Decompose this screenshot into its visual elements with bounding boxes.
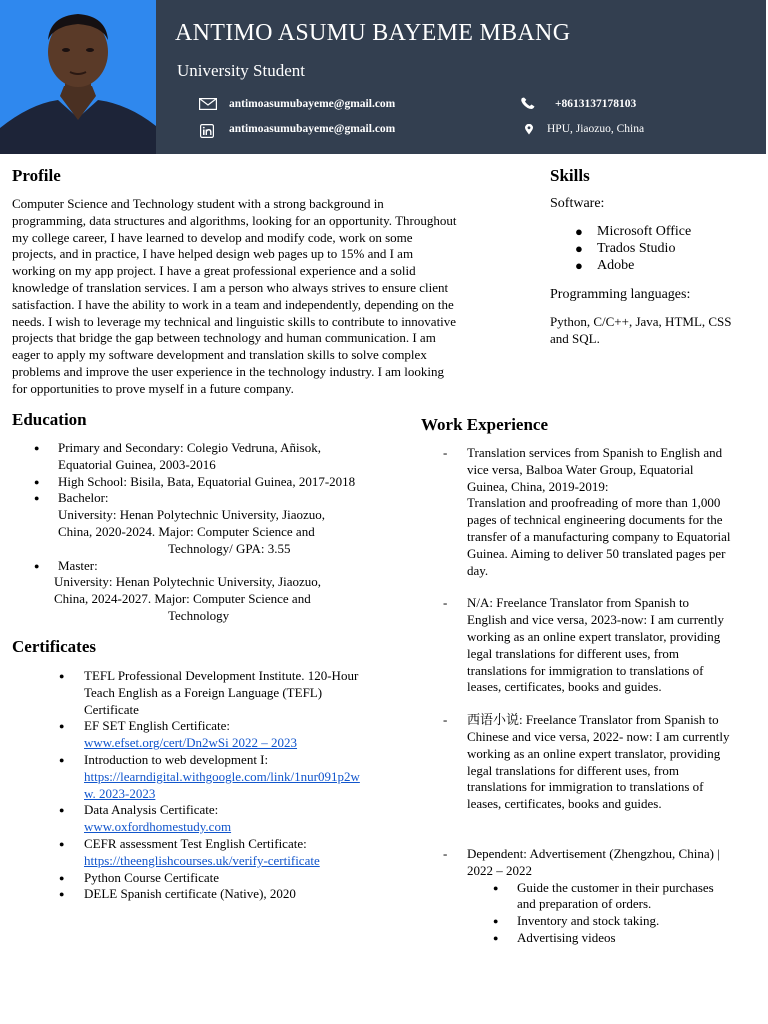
oxford-link[interactable]: www.oxfordhomestudy.com [84,819,232,835]
phone-number: +8613137178103 [555,98,637,110]
work-heading: Work Experience [421,415,549,434]
work-item: - Dependent: Advertisement (Zhengzhou, China) | 2022 – 2022 ● Guide the customer in their purchases and preparation of orders. ● Inventory and stock taking. ● Advertising videos [467,846,763,947]
software-list [575,224,692,274]
programming-label: Programming languages: [550,287,691,302]
location-pin-icon [525,124,533,135]
list-item: ● Master: University: Henan Polytechnic University, Jiaozuo, China, 2024-2027. Major: Computer Science and Technology [34,557,322,623]
efset-link[interactable]: www.efset.org/cert/Dn2wSi 2022 – 2023 [84,735,298,751]
profile-text: Computer Science and Technology student with a strong background in programming, data structures and algorithms, looking for an opportunity. Throughout my college career, I have learned to develop and modify code, work on some projects, and in practice, I have helped design web pages up to 15% and I am working on my app project. I have a great professional experience and a solid knowledge of translation services. I am a person who always strives to ensure client satisfaction. I have the ability to work in a team and independently, depending on the needs. I wish to leverage my technical and linguistic skills to contribute to innovative projects that bridge the gap between technology and human communication. I am eager to apply my software development and translation skills to solve complex problems and improve the user experience in the technology industry. I am looking for opportunities to prove myself in a future company. [12,196,457,396]
candidate-name: ANTIMO ASUMU BAYEME MBANG [175,20,571,46]
list-item: ● EF SET English Certificate: www.efset.org/cert/Dn2wSi 2022 – 2023 [59,718,298,751]
list-item: ● Trados Studio [575,240,676,256]
programming-languages: Python, C/C++, Java, HTML, CSS and SQL. [550,314,732,346]
email-link[interactable]: antimoasumubayeme@gmail.com [229,98,396,110]
list-item: ● Advertising videos [493,929,616,945]
envelope-icon [199,98,217,110]
work-item: - Translation services from Spanish to English and vice versa, Balboa Water Group, Equatorial Guinea, China, 2019-2019: Translation and proofreading of more than 1,000 pages of technical engineering documents for the transfer of a manufacturing company to Equatorial Guinea. Aiming to deliver 50 translated pages per day. [443,445,731,578]
cefr-link[interactable]: https://theenglishcourses.uk/verify-certificate [84,852,320,868]
software-label: Software: [550,196,605,211]
certificates-heading: Certificates [12,637,97,656]
education-list [34,440,398,625]
list-item: ● Microsoft Office [575,224,692,239]
work-item: - N/A: Freelance Translator from Spanish to English and vice versa, 2023-now: I am currently working as an online expert translator, providing legal translations for different uses, from translations for immigration to translations of leases, certificates, books and guides. [443,595,725,695]
list-item: ● Bachelor: University: Henan Polytechnic University, Jiaozuo, China, 2020-2024. Major: Computer Science and Technology/ GPA: 3.55 [34,490,326,556]
linkedin-icon [200,124,214,138]
header-banner [0,0,766,154]
certificates-list [59,668,404,903]
list-item: ● Python Course Certificate [59,869,220,885]
phone-icon [520,97,536,110]
work-list [443,445,763,963]
list-item: ● Primary and Secondary: Colegio Vedruna, Añisok, Equatorial Guinea, 2003-2016 [34,440,321,472]
profile-heading: Profile [12,166,61,185]
list-item: ● Inventory and stock taking. [493,913,660,929]
linkedin-link[interactable]: antimoasumubayeme@gmail.com [229,123,396,135]
list-item: ● High School: Bisila, Bata, Equatorial Guinea, 2017-2018 [34,473,356,489]
learndigital-link[interactable]: https://learndigital.withgoogle.com/link/1nur091p2w [84,768,360,784]
list-item: ● Introduction to web development I: https://learndigital.withgoogle.com/link/1nur091p2w w. 2023-2023 [59,751,360,801]
location-text: HPU, Jiaozuo, China [547,123,645,135]
list-item: ● CEFR assessment Test English Certificate: https://theenglishcourses.uk/verify-certificate [59,835,320,868]
list-item: ● Adobe [575,257,635,273]
list-item: ● DELE Spanish certificate (Native), 2020 [59,886,296,902]
education-heading: Education [12,410,87,429]
learndigital-link-cont[interactable]: w. 2023-2023 [84,785,156,801]
list-item: ● Guide the customer in their purchases and preparation of orders. [493,879,714,912]
work-item: - 西语小说: Freelance Translator from Spanish to Chinese and vice versa, 2022- now: I am currently working as an online expert translator, providing legal translations for different uses, from translations for immigration to translations of leases, certificates, books and guides. [443,712,730,812]
skills-heading: Skills [550,166,590,185]
list-item: ● TEFL Professional Development Institute. 120-Hour Teach English as a Foreign Language (TEFL) Certificate [59,668,359,717]
list-item: ● Data Analysis Certificate: www.oxfordhomestudy.com [59,802,232,835]
candidate-title: University Student [177,61,305,80]
profile-photo [0,0,156,154]
